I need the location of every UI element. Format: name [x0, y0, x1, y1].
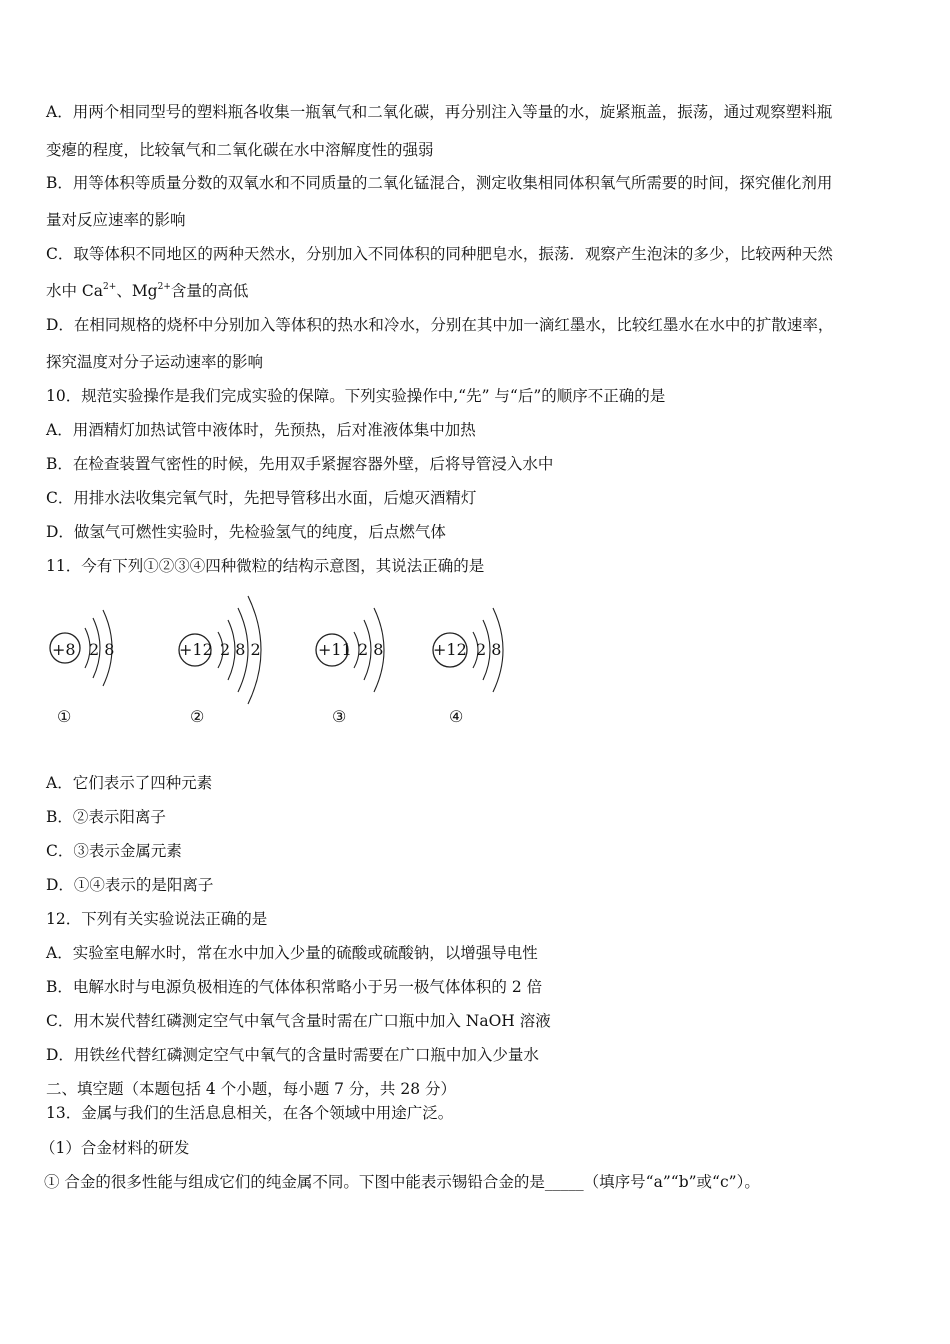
mg-charge: 2+: [157, 282, 171, 292]
q9-option-c-line1: C．取等体积不同地区的两种天然水，分别加入不同体积的同种肥皂水，振荡．观察产生泡沫的多少，比较两种天然: [46, 245, 833, 263]
c-line2-pre: 水中 Ca: [46, 282, 104, 300]
q10-option-d: D．做氢气可燃性实验时，先检验氢气的纯度，后点燃气体: [46, 523, 446, 541]
particle-4-nucleus: +12: [433, 640, 467, 659]
q10-stem: 10．规范实验操作是我们完成实验的保障。下列实验操作中,“先” 与“后”的顺序不正确的是: [46, 387, 666, 405]
particle-1-shells: 2 8: [89, 640, 115, 659]
q10-option-c: C．用排水法收集完氧气时，先把导管移出水面，后熄灭酒精灯: [46, 489, 477, 507]
particle-3-label: ③: [332, 707, 347, 726]
q11-stem: 11．今有下列①②③④四种微粒的结构示意图，其说法正确的是: [46, 557, 485, 575]
q9-option-b-line2: 量对反应速率的影响: [46, 211, 186, 229]
q12-option-d: D．用铁丝代替红磷测定空气中氧气的含量时需要在广口瓶中加入少量水: [46, 1046, 539, 1064]
particle-3-shells: 2 8: [358, 640, 384, 659]
q11-option-b: B．②表示阳离子: [46, 808, 166, 826]
q13-item-1: ① 合金的很多性能与组成它们的纯金属不同。下图中能表示锡铅合金的是_____（填序号“a”“b”或“c”）。: [44, 1173, 760, 1191]
q10-option-a: A．用酒精灯加热试管中液体时，先预热，后对准液体集中加热: [46, 421, 476, 439]
q9-option-a-line2: 变瘪的程度，比较氧气和二氧化碳在水中溶解度性的强弱: [46, 141, 434, 159]
q12-option-a: A．实验室电解水时，常在水中加入少量的硫酸或硫酸钠，以增强导电性: [46, 944, 538, 962]
q10-option-b: B．在检查装置气密性的时候，先用双手紧握容器外壁，后将导管浸入水中: [46, 455, 554, 473]
c-line2-post: 含量的高低: [170, 282, 249, 300]
section2-heading: 二、填空题（本题包括 4 个小题，每小题 7 分，共 28 分）: [46, 1080, 457, 1098]
q9-option-c-line2: [46, 281, 248, 301]
q13-stem: 13．金属与我们的生活息息相关，在各个领域中用途广泛。: [46, 1104, 454, 1122]
q13-subquestion-1: （1）合金材料的研发: [40, 1139, 190, 1157]
q12-option-b: B．电解水时与电源负极相连的气体体积常略小于另一极气体体积的 2 倍: [46, 978, 543, 996]
c-line2-mid: 、Mg: [116, 282, 158, 300]
particle-2-nucleus: +12: [179, 640, 213, 659]
ca-charge: 2+: [103, 282, 117, 292]
q9-option-b-line1: B．用等体积等质量分数的双氧水和不同质量的二氧化锰混合，测定收集相同体积氧气所需要的时间，探究催化剂用: [46, 174, 833, 192]
q9-option-d-line1: D．在相同规格的烧杯中分别加入等体积的热水和冷水，分别在其中加一滴红墨水，比较红墨水在水中的扩散速率，: [46, 316, 834, 334]
particle-2-label: ②: [190, 707, 205, 726]
q11-option-c: C．③表示金属元素: [46, 842, 182, 860]
particle-1-nucleus: +8: [52, 640, 76, 659]
particle-1-label: ①: [57, 707, 72, 726]
q9-option-d-line2: 探究温度对分子运动速率的影响: [46, 353, 264, 371]
q11-option-a: A．它们表示了四种元素: [46, 774, 213, 792]
particle-4-shells: 2 8: [476, 640, 502, 659]
q11-option-d: D．①④表示的是阳离子: [46, 876, 214, 894]
particle-2-shells: 2 8 2: [220, 640, 261, 659]
particle-4-label: ④: [449, 707, 464, 726]
q12-option-c: C．用木炭代替红磷测定空气中氧气含量时需在广口瓶中加入 NaOH 溶液: [46, 1012, 551, 1030]
q9-option-a-line1: A．用两个相同型号的塑料瓶各收集一瓶氧气和二氧化碳，再分别注入等量的水，旋紧瓶盖，振荡，通过观察塑料瓶: [46, 103, 833, 121]
particle-3-nucleus: +11: [318, 640, 352, 659]
particle-structure-diagrams: [40, 590, 560, 730]
q12-stem: 12．下列有关实验说法正确的是: [46, 910, 268, 928]
